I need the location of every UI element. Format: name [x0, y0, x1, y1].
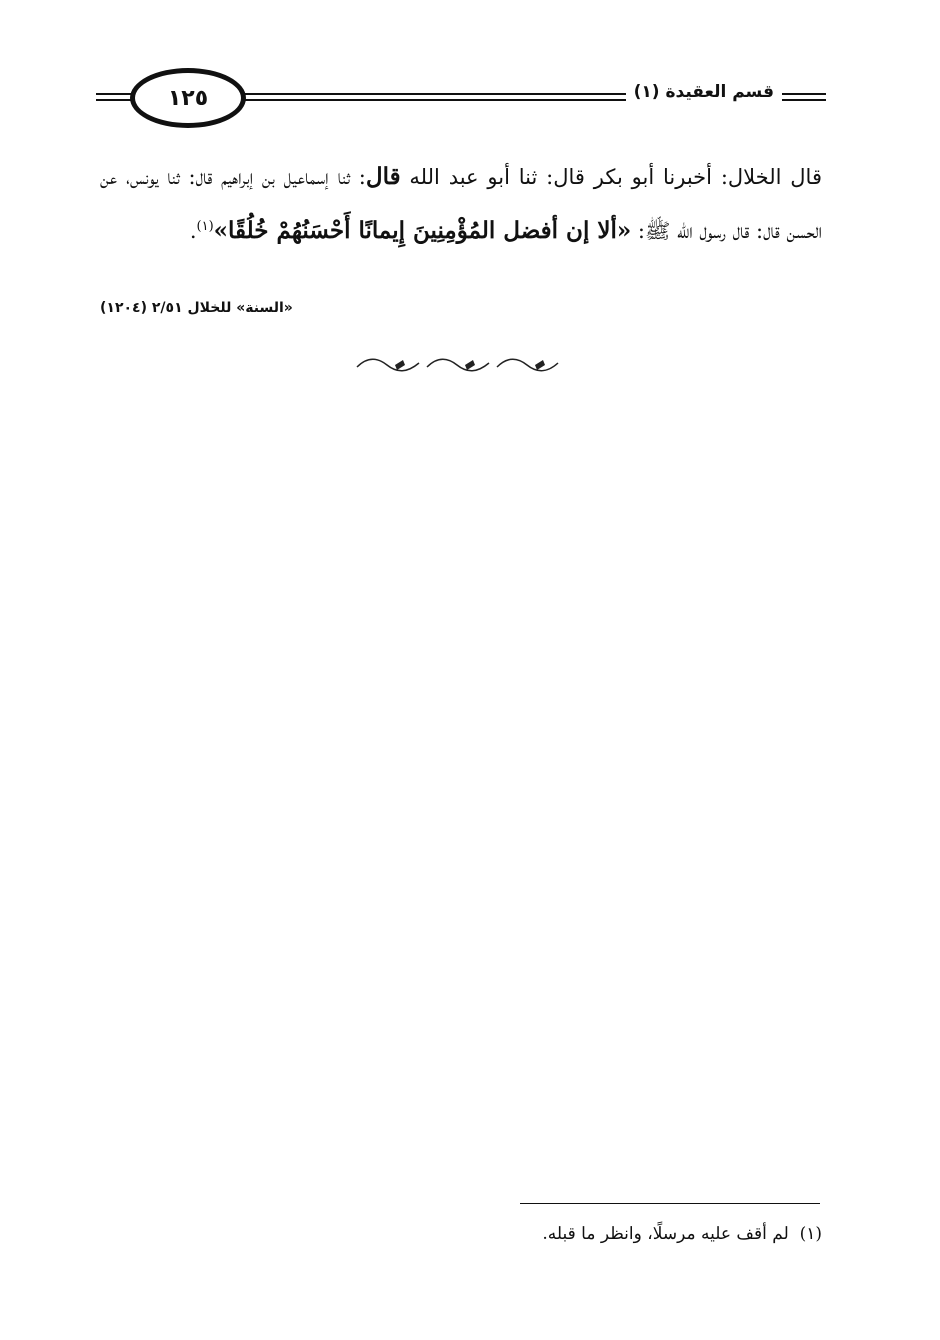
divider-ornament-icon: [355, 355, 560, 375]
footnote-number: (١): [799, 1224, 822, 1244]
hadith-text: «ألا إن أفضل المُؤْمِنِينَ إِيمانًا أَحْسَنُهُمْ خُلُقًا»: [213, 217, 632, 244]
source-reference: «السنة» للخلال ٢/٥١ (١٢٠٤): [100, 300, 293, 316]
footnote: [100, 1224, 822, 1244]
page-header: [96, 68, 826, 132]
qal-word: قال: [365, 163, 401, 190]
middle-text: : ثنا إسماعيل بن إبراهيم قال: ثنا يونس، عن الحسن قال: قال رسول الله ﷺ:: [100, 165, 822, 243]
running-title: قسم العقيدة (١): [626, 82, 782, 102]
footnote-text: لم أقف عليه مرسلًا، وانظر ما قبله.: [542, 1224, 789, 1244]
page-number: ١٢٥: [130, 68, 246, 128]
intro-text: قال الخلال: أخبرنا أبو بكر قال: ثنا أبو عبد الله: [400, 165, 822, 189]
footnote-marker: (١): [196, 219, 214, 234]
footnote-separator: [520, 1203, 820, 1204]
end-punctuation: .: [189, 219, 197, 243]
main-paragraph: [100, 150, 822, 258]
